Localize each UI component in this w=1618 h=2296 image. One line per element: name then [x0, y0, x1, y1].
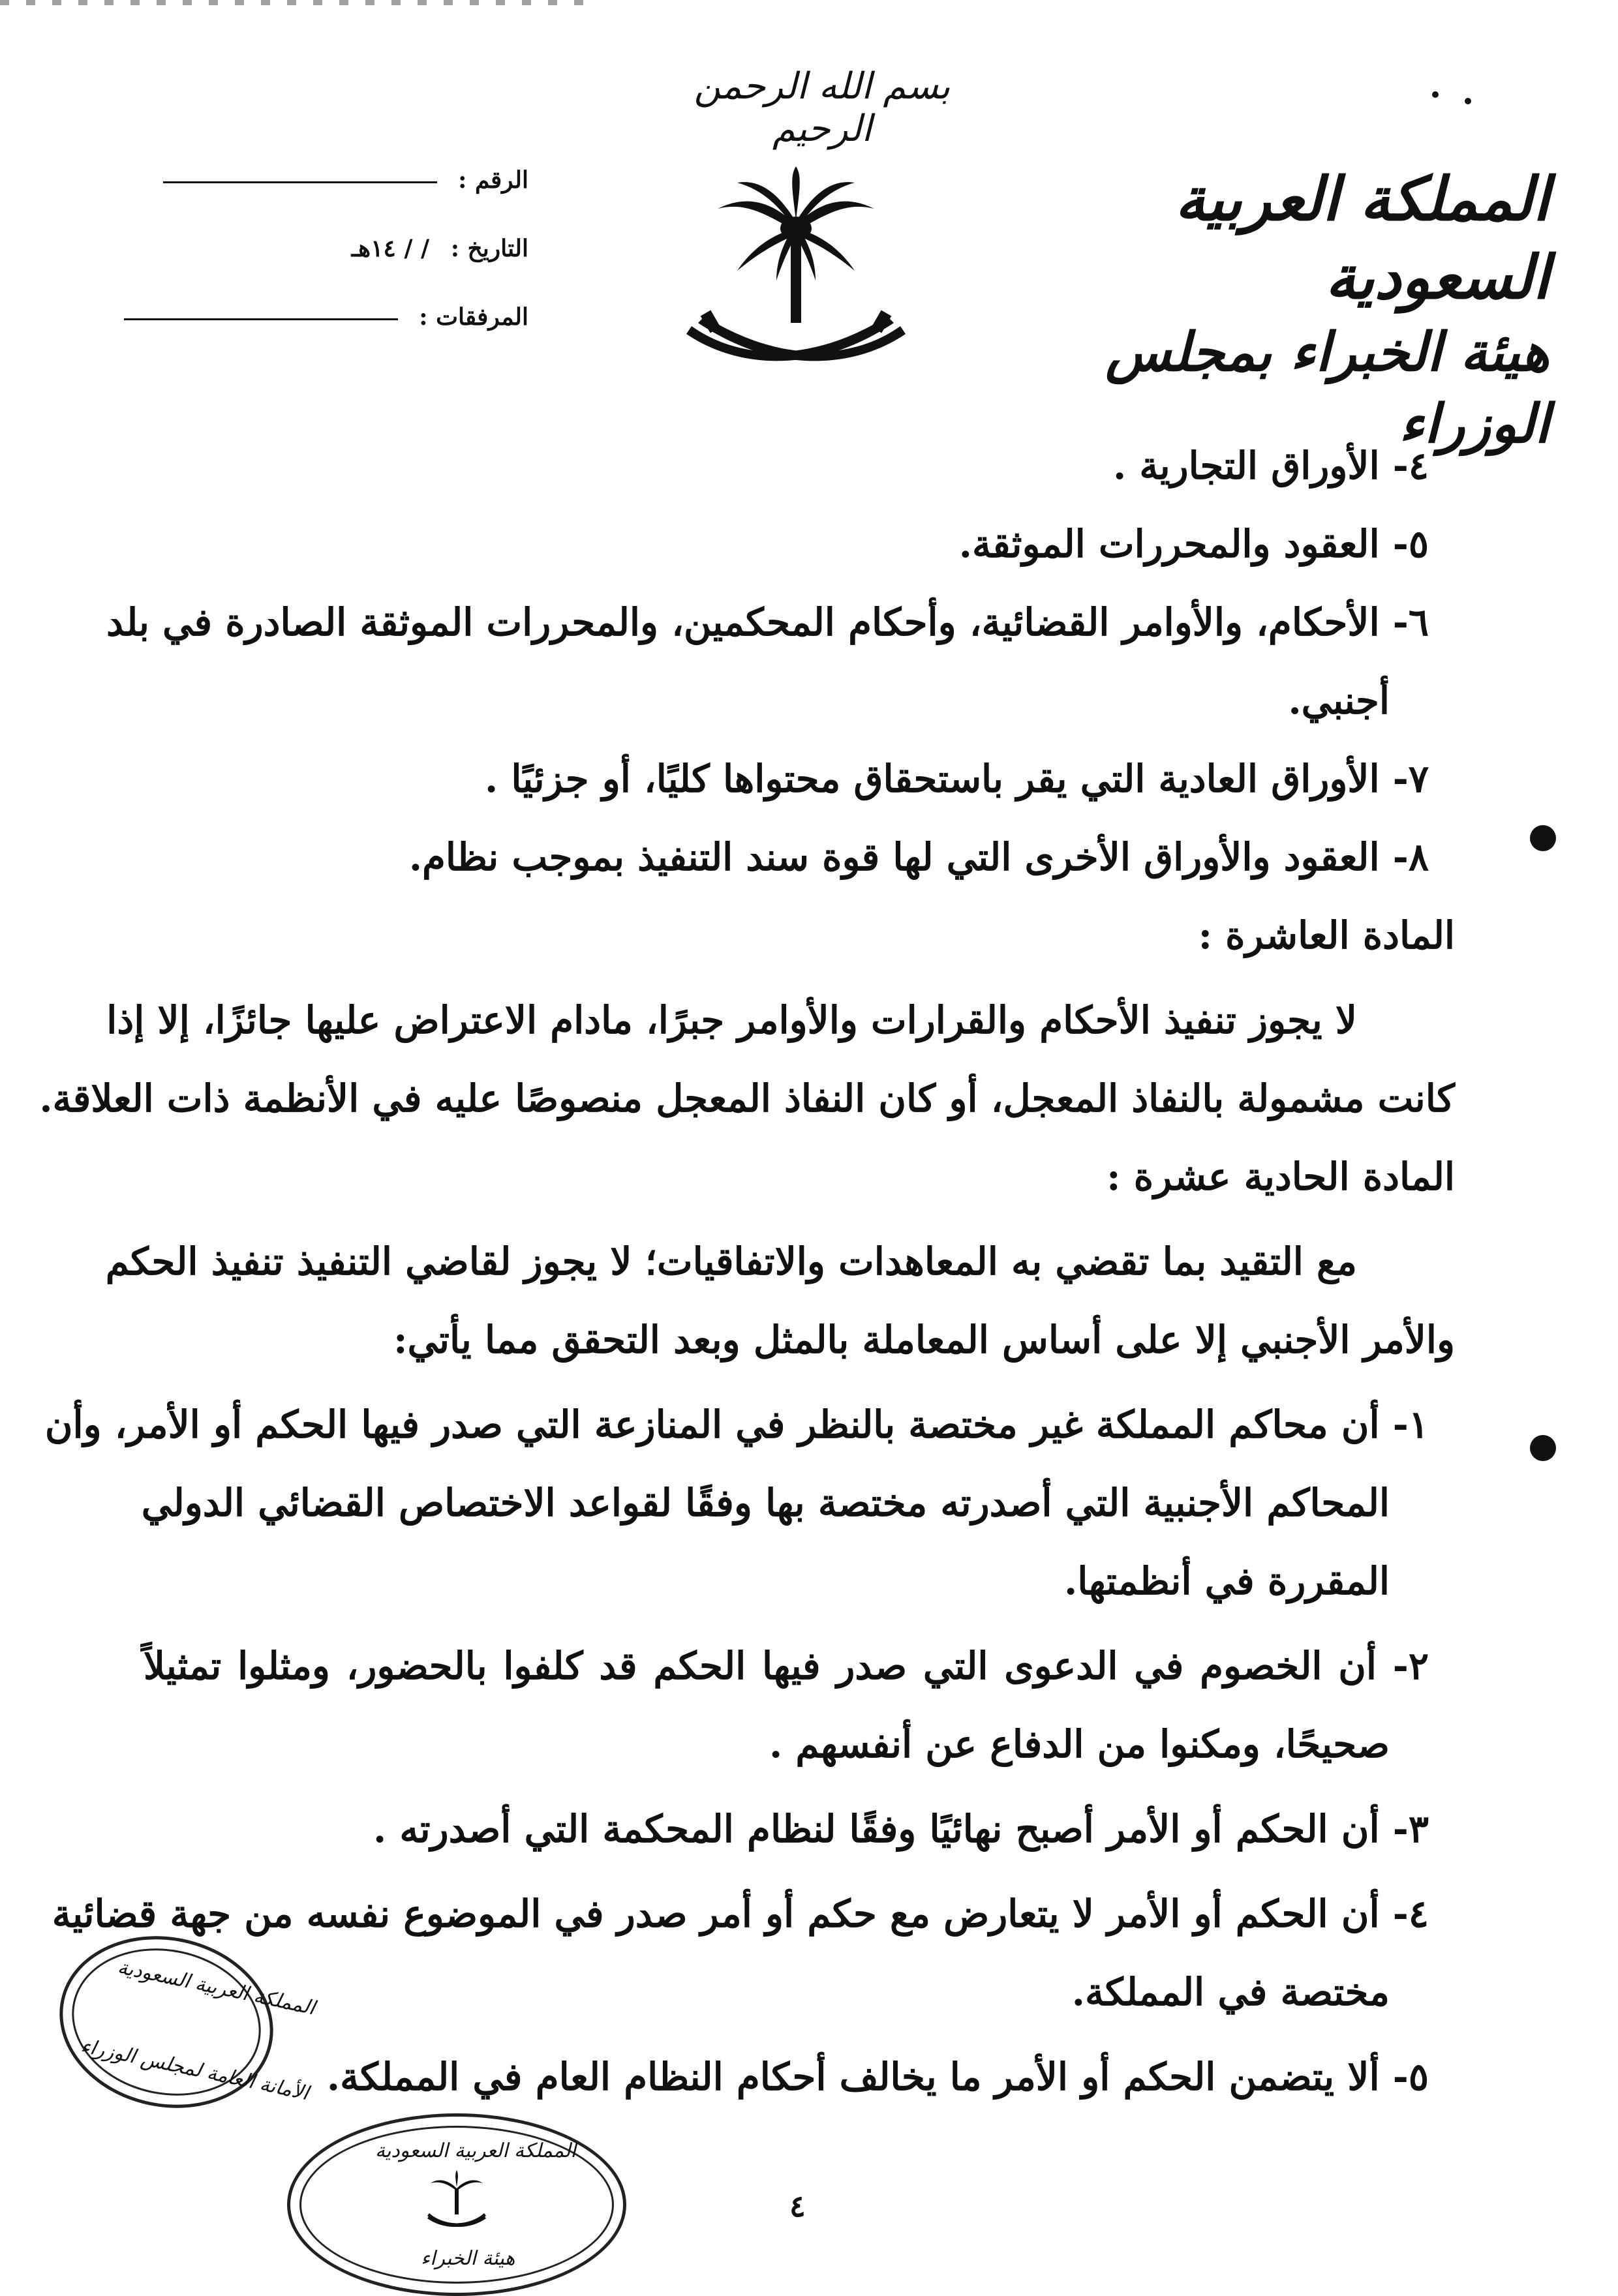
list-item: ٥- العقود والمحررات الموثقة.	[958, 522, 1429, 566]
list-item: ٢- أن الخصوم في الدعوى التي صدر فيها الحكم قد كلفوا بالحضور، ومثلوا تمثيلاً	[144, 1644, 1429, 1688]
ref-label: الرقم :	[458, 166, 528, 194]
list-item: ٤- أن الحكم أو الأمر لا يتعارض مع حكم أو أمر صدر في الموضوع نفسه من جهة قضائية	[52, 1892, 1429, 1936]
seal-text: المملكة العربية السعودية	[375, 2139, 576, 2162]
attachments-line	[124, 318, 398, 320]
date-format: / / ١٤هـ	[351, 235, 430, 262]
article-11-heading: المادة الحادية عشرة :	[1107, 1155, 1455, 1199]
paragraph-line: والأمر الأجنبي إلا على أساس المعاملة بالمثل وبعد التحقق مما يأتي:	[393, 1318, 1455, 1362]
attachments-field	[98, 303, 528, 331]
ref-line	[163, 181, 437, 183]
scan-edge-mark	[0, 0, 587, 5]
list-item: ١- أن محاكم المملكة غير مختصة بالنظر في المنازعة التي صدر فيها الحكم أو الأمر، وأن	[44, 1402, 1429, 1447]
article-10-heading: المادة العاشرة :	[1198, 913, 1455, 958]
list-item: ٧- الأوراق العادية التي يقر باستحقاق محتواها كليًا، أو جزئيًا .	[484, 757, 1429, 801]
list-item-continuation: صحيحًا، ومكنوا من الدفاع عن أنفسهم .	[769, 1722, 1390, 1766]
list-item: ٣- أن الحكم أو الأمر أصبح نهائيًا وفقًا لنظام المحكمة التي أصدرته .	[373, 1807, 1429, 1851]
attachments-label: المرفقات :	[419, 303, 528, 331]
stamp-text: الأمانة العامة لمجلس الوزراء	[78, 2034, 311, 2106]
list-item-continuation: المقررة في أنظمتها.	[1064, 1559, 1390, 1603]
letterhead	[1041, 160, 1549, 460]
dot-mark	[1432, 91, 1439, 98]
seal-text: هيئة الخبراء	[421, 2247, 515, 2270]
list-item-continuation: أجنبي.	[1288, 678, 1390, 723]
date-field	[98, 235, 528, 262]
paragraph-line: مع التقيد بما تقضي به المعاهدات والاتفاقيات؛ لا يجوز لقاضي التنفيذ تنفيذ الحكم	[105, 1239, 1357, 1284]
punch-hole-mark	[1530, 825, 1556, 851]
page-number: ٤	[789, 2188, 806, 2224]
list-item-continuation: مختصة في المملكة.	[1071, 1970, 1390, 2014]
list-item: ٦- الأحكام، والأوامر القضائية، وأحكام المحكمين، والمحررات الموثقة الصادرة في بلد	[106, 600, 1429, 644]
list-item: ٤- الأوراق التجارية .	[1113, 444, 1429, 488]
punch-hole-mark	[1530, 1435, 1556, 1461]
list-item-continuation: المحاكم الأجنبية التي أصدرته مختصة بها وفقًا لقواعد الاختصاص القضائي الدولي	[141, 1481, 1390, 1525]
stamp-text: المملكة العربية السعودية	[115, 1956, 317, 2020]
council-name: هيئة الخبراء بمجلس الوزراء	[1105, 321, 1549, 455]
date-label: التاريخ :	[450, 235, 528, 262]
dot-mark	[1465, 98, 1471, 104]
seal-emblem-icon	[424, 2169, 489, 2234]
saudi-emblem-icon	[679, 163, 913, 385]
basmala: بسم الله الرحمن الرحيم	[694, 65, 951, 150]
list-item: ٨- العقود والأوراق الأخرى التي لها قوة سند التنفيذ بموجب نظام.	[408, 835, 1429, 879]
list-item: ٥- ألا يتضمن الحكم أو الأمر ما يخالف أحكام النظام العام في المملكة.	[326, 2055, 1429, 2099]
reference-number-field	[98, 166, 528, 194]
paragraph-line: كانت مشمولة بالنفاذ المعجل، أو كان النفاذ المعجل منصوصًا عليه في الأنظمة ذات العلاقة.	[39, 1076, 1455, 1121]
kingdom-name: المملكة العربية السعودية	[1174, 164, 1549, 312]
paragraph-line: لا يجوز تنفيذ الأحكام والقرارات والأوامر جبرًا، مادام الاعتراض عليها جائزًا، إلا إذا	[106, 998, 1357, 1042]
official-stamp	[44, 1917, 317, 2128]
official-seal	[287, 2113, 626, 2296]
